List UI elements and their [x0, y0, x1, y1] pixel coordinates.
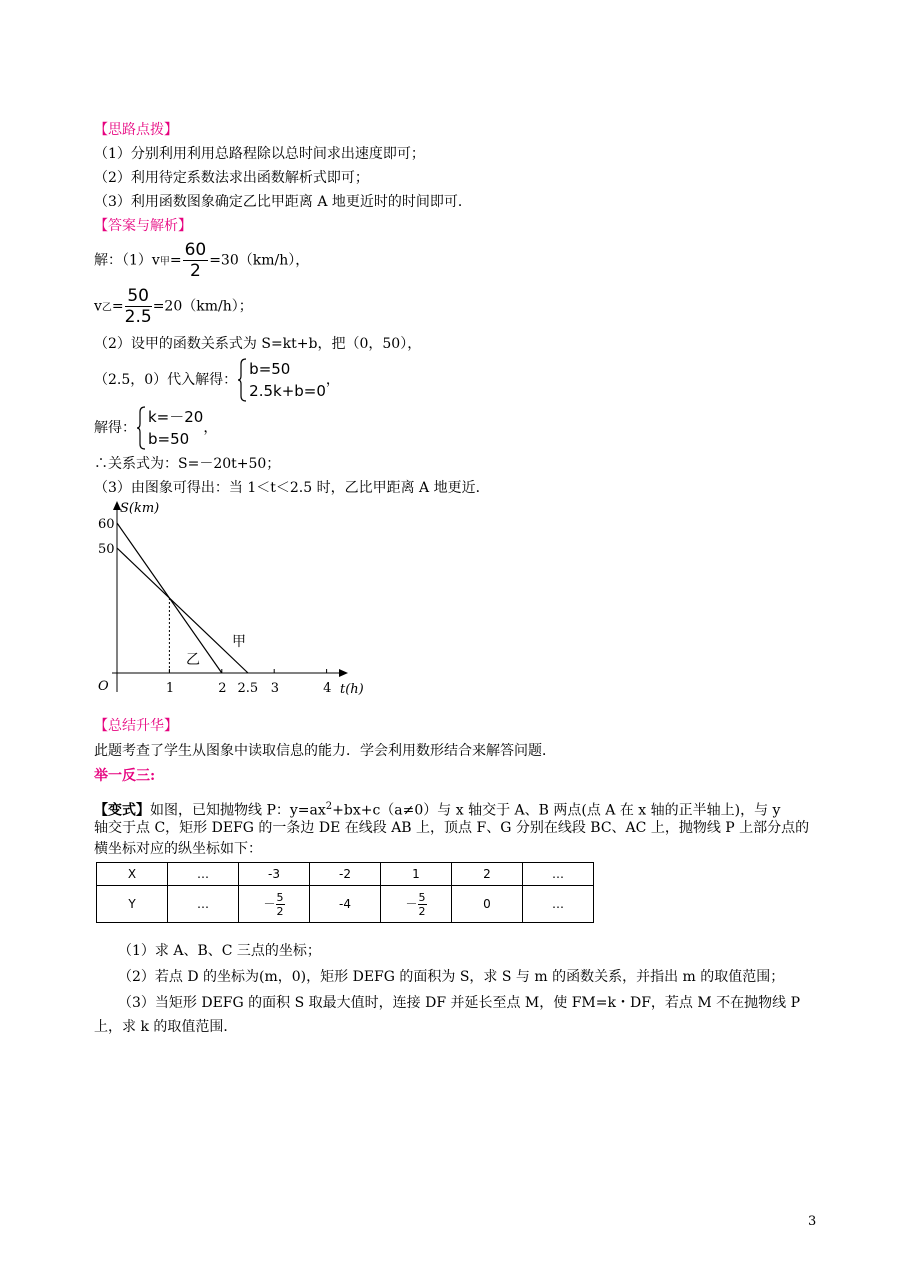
fraction-denominator: 2 — [189, 261, 201, 281]
answer-line-2: v乙= $\frac{50}{2.5}$ =20（km/h）； — [94, 286, 253, 327]
fraction — [276, 891, 285, 918]
table-cell — [239, 886, 310, 923]
answer-line-7: （3）由图象可得出：当 1＜t＜2.5 时，乙比甲距离 A 地更近． — [94, 480, 490, 496]
table-cell — [381, 886, 452, 923]
table-cell: Y — [97, 886, 168, 923]
fraction-50-2.5 — [125, 286, 152, 327]
left-brace-icon — [136, 406, 146, 450]
value-table — [96, 862, 594, 923]
fraction — [418, 891, 427, 918]
table-cell: … — [168, 863, 239, 886]
distance-time-graph — [90, 496, 390, 702]
table-cell: 0 — [452, 886, 523, 923]
fraction-denominator: 2 — [276, 904, 284, 918]
origin-label: O — [98, 679, 109, 694]
x-axis-arrow — [339, 669, 348, 677]
table-cell: -3 — [239, 863, 310, 886]
equation-system-2 — [136, 406, 203, 450]
superscript: 2 — [325, 801, 333, 812]
minus-sign: － — [263, 896, 276, 911]
variant-label: 【变式】 — [94, 802, 150, 819]
y-axis-label: S(km) — [120, 501, 160, 516]
summary-text: 此题考查了学生从图象中读取信息的能力．学会利用数形结合来解答问题． — [94, 743, 556, 759]
fraction-numerator: 50 — [125, 286, 152, 307]
table-cell: … — [168, 886, 239, 923]
analysis-item-1: （1）分别利用利用总路程除以总时间求出速度即可； — [94, 146, 425, 162]
question-1: （1）求 A、B、C 三点的坐标； — [118, 943, 321, 959]
label-yi: 乙 — [186, 652, 200, 668]
fraction-numerator: 5 — [418, 890, 426, 904]
question-3-line-2: 上，求 k 的取值范围． — [94, 1019, 238, 1035]
left-brace-icon — [237, 358, 247, 402]
fraction-numerator: 5 — [276, 890, 284, 904]
variant-paragraph-line-2: 轴交于点 C，矩形 DEFG 的一条边 DE 在线段 AB 上，顶点 F、G 分别在线段 BC、AC 上，抛物线 P 上部分点的 — [94, 820, 810, 836]
table-cell: 1 — [381, 863, 452, 886]
table-cell: -2 — [310, 863, 381, 886]
answer-heading: 【答案与解析】 — [94, 218, 192, 234]
answer-line-3: （2）设甲的函数关系式为 S=kt+b，把（0，50）， — [94, 336, 422, 352]
system-row-1: b=50 — [249, 360, 291, 378]
question-2: （2）若点 D 的坐标为(m，0)，矩形 DEFG 的面积为 S，求 S 与 m 的函数关系，并指出 m 的取值范围； — [118, 969, 785, 985]
question-3-line-1: （3）当矩形 DEFG 的面积 S 取最大值时，连接 DF 并延长至点 M，使 FM=k・DF，若点 M 不在抛物线 P — [118, 995, 801, 1011]
variant-heading: 举一反三: — [94, 768, 156, 784]
line4-prefix: （2.5，0）代入解得： — [94, 372, 238, 388]
line5-prefix: 解得： — [94, 420, 136, 436]
line2-sub: 乙 — [101, 302, 112, 314]
y-tick-label: 50 — [98, 542, 115, 557]
summary-heading: 【总结升华】 — [94, 718, 178, 734]
analysis-item-2: （2）利用待定系数法求出函数解析式即可； — [94, 170, 369, 186]
line2-suffix: =20（km/h）； — [152, 298, 253, 315]
x-axis-label: t(h) — [340, 682, 364, 697]
fraction-denominator: 2 — [418, 904, 426, 918]
answer-line-1: 解：（1）v甲= $\frac{60}{2}$ =30（km/h）， — [94, 240, 310, 281]
system-row-2: 2.5k+b=0 — [249, 382, 326, 400]
fraction-numerator: 60 — [184, 240, 207, 260]
analysis-heading: 【思路点拨】 — [94, 122, 178, 138]
line1-prefix: 解：（1）v — [94, 252, 160, 269]
table-cell: … — [523, 886, 594, 923]
system-row-2: b=50 — [148, 430, 190, 448]
label-jia: 甲 — [232, 634, 246, 650]
fraction-60-2 — [183, 240, 209, 281]
x-tick-label: 3 — [270, 681, 279, 696]
page-number: 3 — [808, 1214, 817, 1229]
line1-suffix: =30（km/h）， — [209, 252, 310, 269]
system-row-1: k=－20 — [148, 408, 204, 426]
y-tick-label: 60 — [98, 517, 115, 532]
answer-line-6: ∴关系式为：S=－20t+50； — [94, 456, 281, 472]
line2-prefix: v — [94, 298, 102, 315]
table-cell: 2 — [452, 863, 523, 886]
x-tick-label: 2.5 — [237, 681, 259, 696]
table-row — [97, 863, 594, 886]
analysis-item-3: （3）利用函数图象确定乙比甲距离 A 地更近时的时间即可． — [94, 194, 472, 210]
minus-sign: － — [405, 896, 418, 911]
equation-system-1 — [237, 358, 326, 402]
table-cell: -4 — [310, 886, 381, 923]
series-line-jia — [117, 548, 248, 673]
variant-text-a: 如图，已知抛物线 P：y=ax — [150, 802, 326, 819]
x-tick-label: 4 — [323, 681, 332, 696]
x-tick-label: 1 — [165, 681, 175, 696]
line4-suffix: ， — [325, 372, 340, 388]
line1-sub: 甲 — [159, 256, 170, 268]
table-cell: … — [523, 863, 594, 886]
fraction-denominator: 2.5 — [124, 307, 152, 327]
variant-text-b: +bx+c（a≠0）与 x 轴交于 A、B 两点(点 A 在 x 轴的正半轴上)，与 y — [332, 802, 781, 819]
variant-paragraph-line-3: 横坐标对应的纵坐标如下： — [94, 841, 262, 857]
table-row — [97, 886, 594, 923]
line5-suffix: ， — [203, 420, 218, 436]
answer-line-4 — [94, 358, 340, 402]
table-cell: X — [97, 863, 168, 886]
answer-line-5 — [94, 406, 217, 450]
x-tick-label: 2 — [218, 681, 227, 696]
